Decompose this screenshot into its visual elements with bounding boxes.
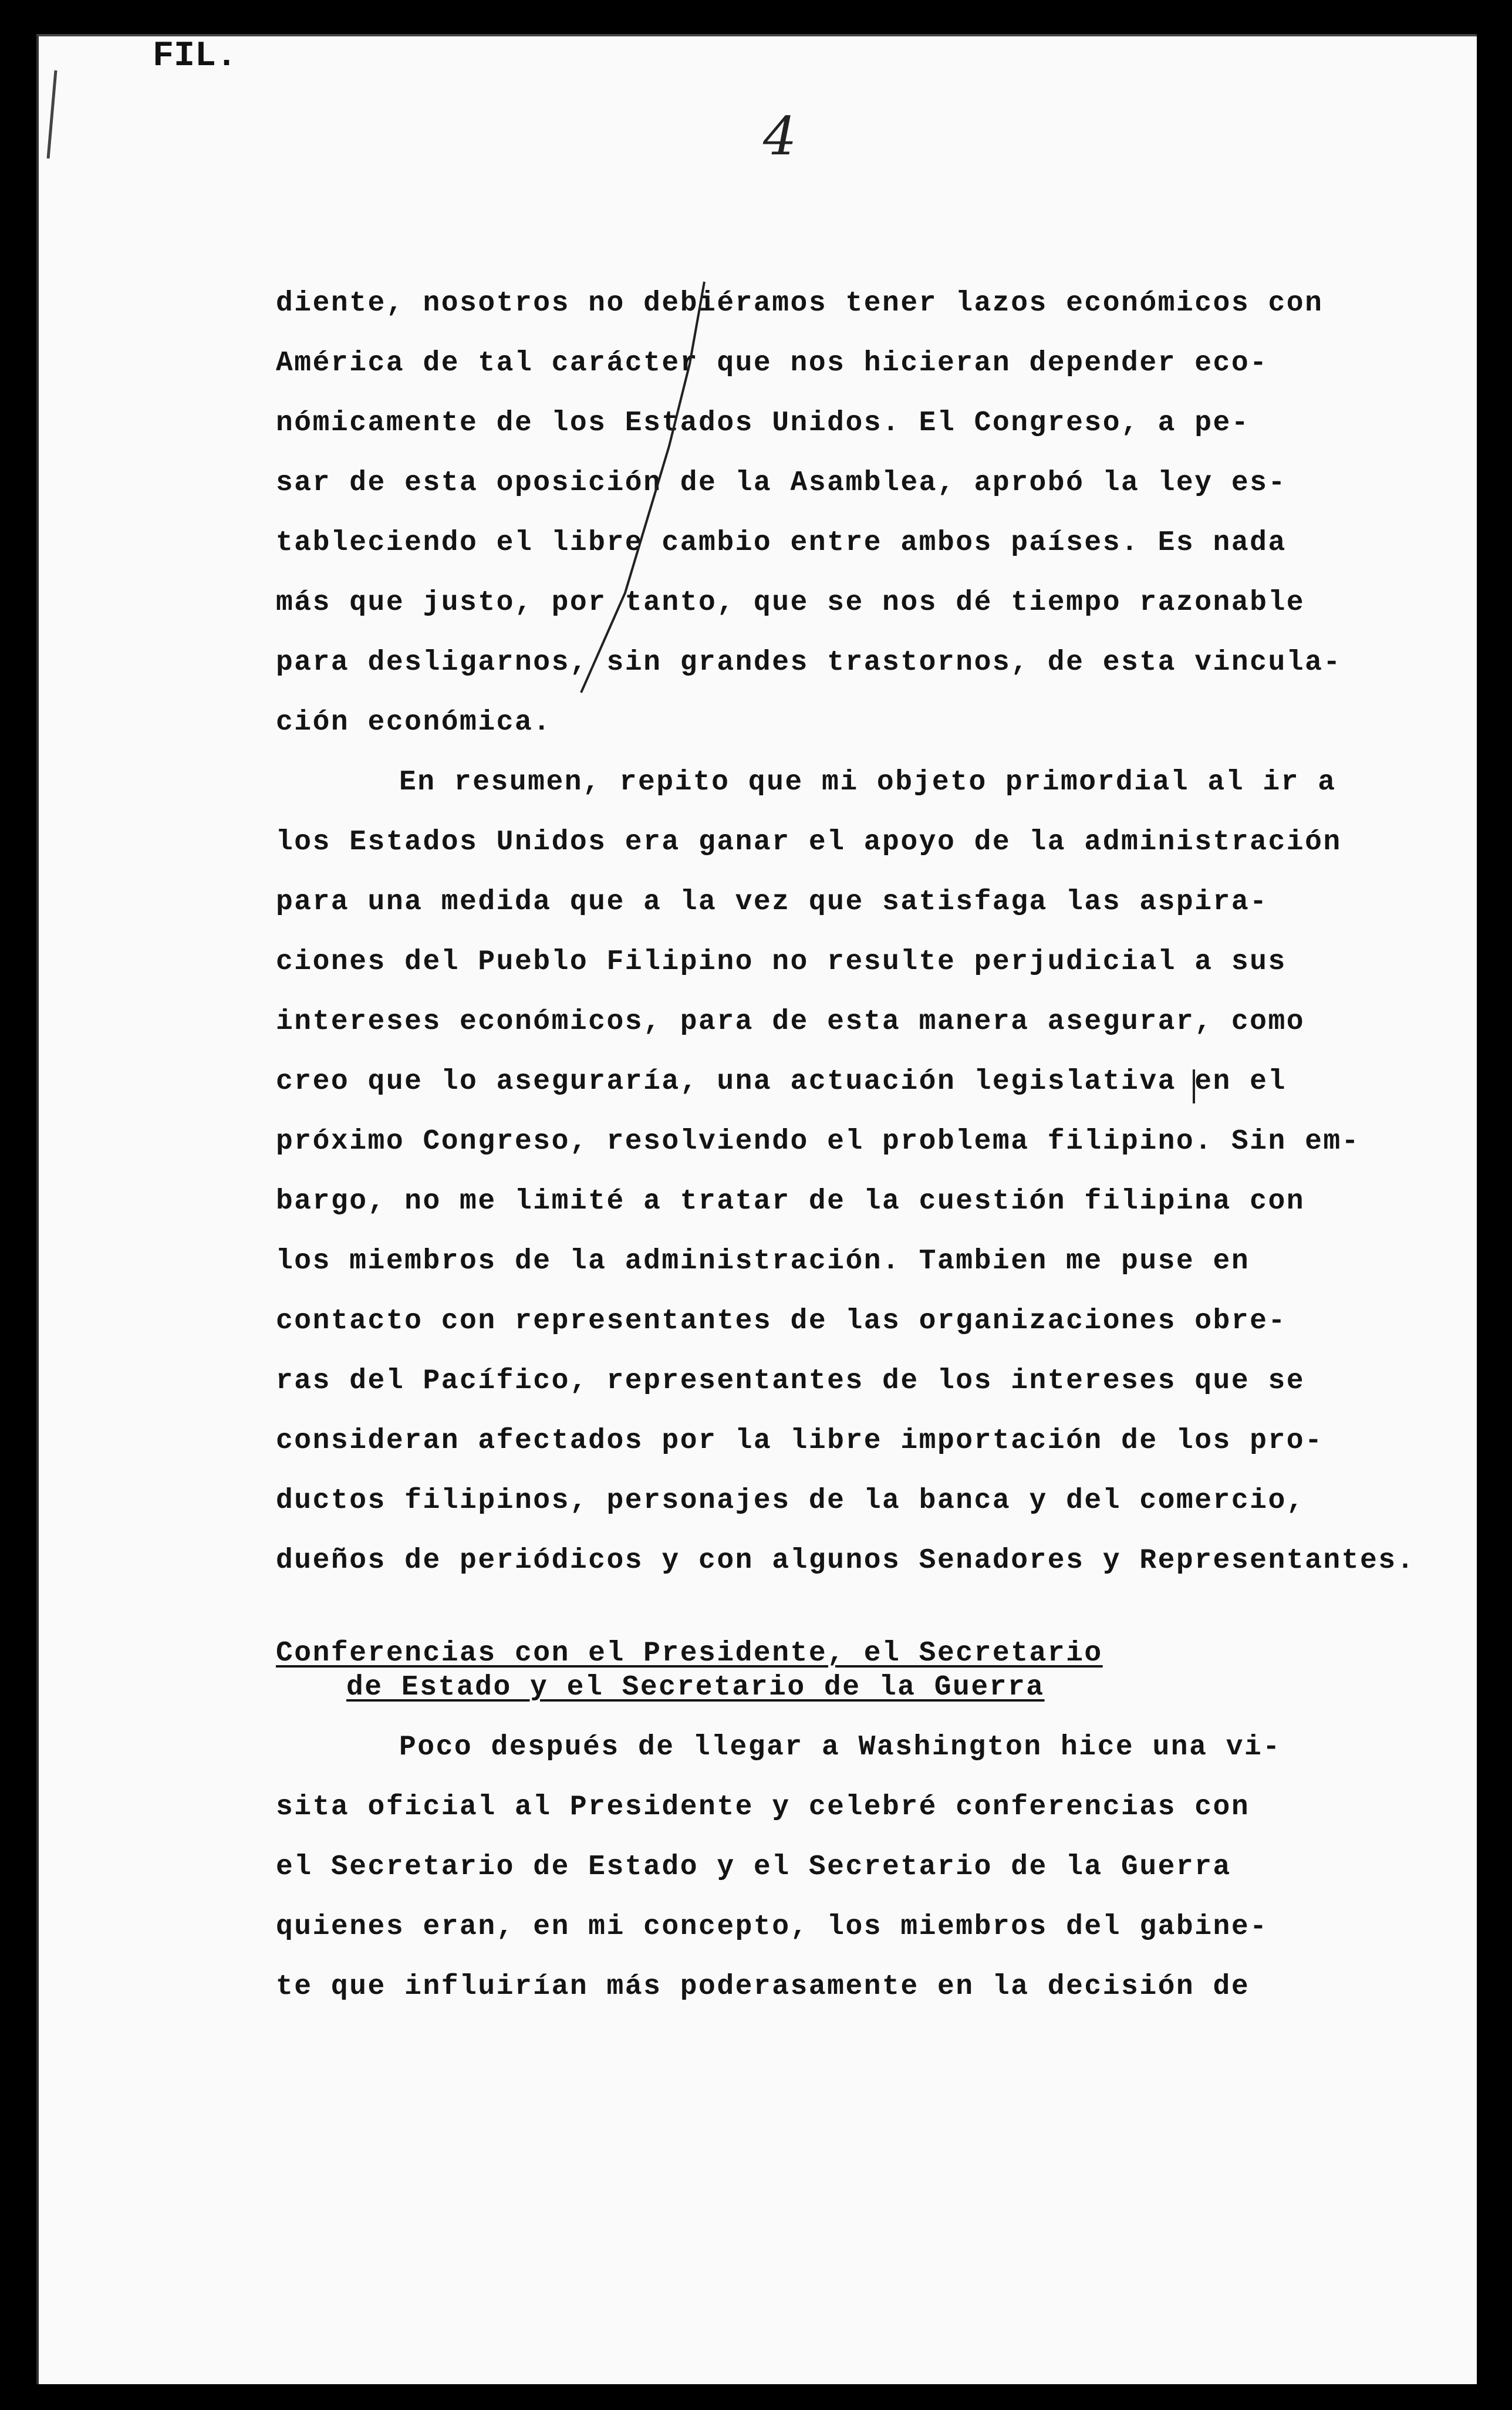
text-line: ción económica.	[276, 707, 552, 738]
text-line: América de tal carácter que nos hicieran depender eco-	[276, 347, 1268, 379]
margin-mark	[48, 70, 56, 158]
text-line: los Estados Unidos era ganar el apoyo de la administración	[276, 826, 1342, 858]
text-line: Poco después de llegar a Washington hice una vi-	[399, 1731, 1281, 1763]
text-line: bargo, no me limité a tratar de la cuestión filipina con	[276, 1186, 1305, 1217]
text-line: consideran afectados por la libre importación de los pro-	[276, 1425, 1324, 1457]
text-line: diente, nosotros no debiéramos tener lazos económicos con	[276, 288, 1324, 319]
page-number: 4	[763, 106, 797, 167]
text-line: próximo Congreso, resolviendo el problema filipino. Sin em-	[276, 1126, 1360, 1157]
text-line: dueños de periódicos y con algunos Senadores y Representantes.	[276, 1545, 1415, 1577]
text-line: contacto con representantes de las organizaciones obre-	[276, 1305, 1287, 1337]
text-line: más que justo, por tanto, que se nos dé tiempo razonable	[276, 587, 1305, 619]
text-line: sar de esta oposición de la Asamblea, aprobó la ley es-	[276, 467, 1287, 499]
section-heading-line-1: Conferencias con el Presidente, el Secretario	[276, 1638, 1103, 1669]
text-line: En resumen, repito que mi objeto primordial al ir a	[399, 767, 1337, 798]
text-line: quienes eran, en mi concepto, los miembros del gabine-	[276, 1911, 1268, 1943]
text-line: sita oficial al Presidente y celebré conferencias con	[276, 1791, 1250, 1823]
editorial-slash-mark	[581, 282, 704, 693]
text-line: nómicamente de los Estados Unidos. El Congreso, a pe-	[276, 407, 1250, 439]
text-line: para desligarnos, sin grandes trastornos, de esta vincula-	[276, 647, 1342, 679]
text-line: ciones del Pueblo Filipino no resulte perjudicial a sus	[276, 946, 1287, 978]
text-line: intereses económicos, para de esta manera asegurar, como	[276, 1006, 1305, 1038]
text-line: tableciendo el libre cambio entre ambos países. Es nada	[276, 527, 1287, 559]
section-heading-line-2: de Estado y el Secretario de la Guerra	[346, 1672, 1045, 1703]
text-line: el Secretario de Estado y el Secretario de la Guerra	[276, 1851, 1231, 1883]
text-line: para una medida que a la vez que satisfaga las aspira-	[276, 886, 1268, 918]
corner-mark: FIL.	[153, 36, 238, 76]
text-line: ductos filipinos, personajes de la banca y del comercio,	[276, 1485, 1305, 1517]
text-line: los miembros de la administración. Tambien me puse en	[276, 1245, 1250, 1277]
text-line: te que influirían más poderasamente en la decisión de	[276, 1971, 1250, 2003]
text-line: creo que lo aseguraría, una actuación legislativa en el	[276, 1066, 1287, 1098]
text-line: ras del Pacífico, representantes de los intereses que se	[276, 1365, 1305, 1397]
